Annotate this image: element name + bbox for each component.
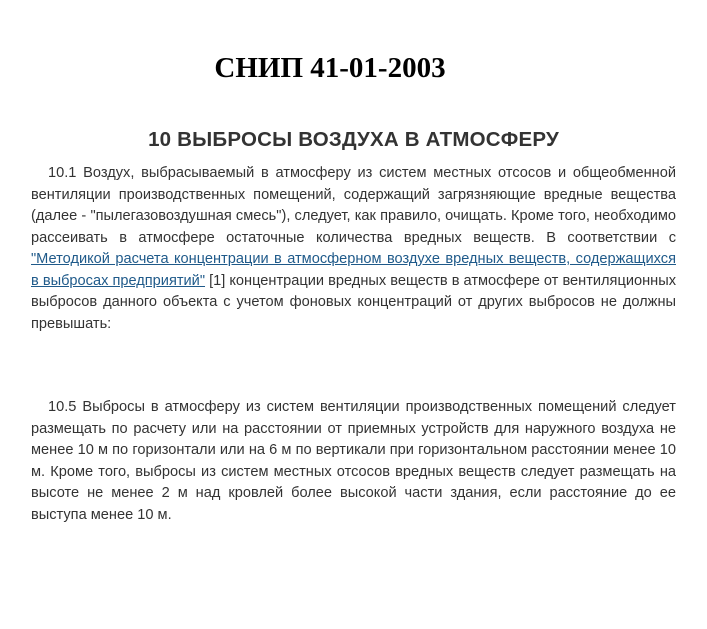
paragraph-10-5: 10.5 Выбросы в атмосферу из систем вентиляции производственных помещений следует размещать по расчету или на расстоянии от приемных устройств для наружного воздуха не менее 10 м по горизонтали или на 6 м по вертикали при горизонтальном расстоянии менее 10 м. Кроме того, выбросы из систем местных отсосов вредных веществ следует размещать на высоте не менее 2 м над кровлей более высокой части здания, если расстояние до ее выступа менее 10 м. xyxy=(31,399,676,523)
paragraph-10-1-text-end: [1] концентрации вредных веществ в атмосфере от вентиляционных выбросов данного объекта с учетом фоновых концентраций от других выбросов не должны превышать: xyxy=(31,272,676,332)
paragraph-10-1-text-start: 10.1 Воздух, выбрасываемый в атмосферу из систем местных отсосов и общеобменной вентиляции производственных помещений, содержащий загрязняющие вредные вещества (далее - "пылегазовоздушная смесь"), следует, как правило, очищать. Кроме того, необходимо рассеивать в атмосфере остаточные количества вредных веществ. В соответствии с xyxy=(31,165,676,246)
section-heading: 10 ВЫБРОСЫ ВОЗДУХА В АТМОСФЕРУ xyxy=(148,128,559,151)
paragraph-10-1 xyxy=(31,163,676,335)
document-title: СНИП 41-01-2003 xyxy=(214,52,446,84)
methodology-link[interactable]: "Методикой расчета концентрации в атмосферном воздухе вредных веществ, содержащихся в выбросах предприятий" xyxy=(31,251,676,289)
